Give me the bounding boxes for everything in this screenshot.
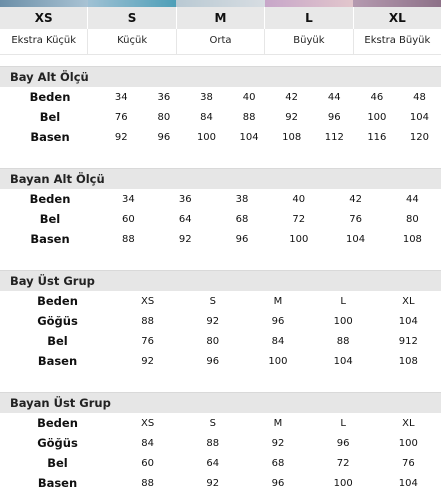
size-name: Küçük bbox=[88, 29, 176, 55]
cell: L bbox=[340, 295, 346, 307]
header-image-segment bbox=[0, 0, 88, 7]
section-title: Bay Üst Grup bbox=[0, 270, 441, 291]
cell: 80 bbox=[206, 335, 220, 347]
size-name: Ekstra Büyük bbox=[354, 29, 441, 55]
cell: 38 bbox=[200, 91, 213, 103]
cell: 42 bbox=[349, 193, 362, 205]
header-image-segment bbox=[176, 0, 264, 7]
cell: 100 bbox=[268, 355, 288, 367]
cell: 76 bbox=[114, 111, 128, 123]
cell: 36 bbox=[178, 193, 192, 205]
cell: 76 bbox=[349, 213, 362, 225]
cell: 88 bbox=[122, 233, 135, 245]
size-code: M bbox=[177, 7, 265, 29]
cell: 92 bbox=[114, 131, 128, 143]
cell: 48 bbox=[413, 91, 426, 103]
table-row bbox=[0, 189, 441, 209]
cell: XS bbox=[140, 295, 155, 307]
table-row bbox=[0, 351, 441, 371]
header-image-strip bbox=[0, 0, 441, 7]
cell: 92 bbox=[285, 111, 299, 123]
table-row bbox=[0, 229, 441, 249]
size-name-row bbox=[0, 29, 441, 55]
cell: 120 bbox=[409, 131, 429, 143]
cell: 96 bbox=[327, 111, 341, 123]
cell: 60 bbox=[141, 457, 154, 469]
cell: 100 bbox=[398, 437, 418, 449]
cell: S bbox=[209, 295, 216, 307]
cell: 34 bbox=[114, 91, 128, 103]
cell: 72 bbox=[336, 457, 350, 469]
cell: 96 bbox=[271, 477, 285, 489]
cell: 104 bbox=[346, 233, 366, 245]
row-label: Beden bbox=[29, 192, 71, 206]
cell: 96 bbox=[336, 437, 350, 449]
section-bayan-ust-grup bbox=[0, 392, 441, 493]
cell: 912 bbox=[398, 335, 418, 347]
section-title: Bay Alt Ölçü bbox=[0, 66, 441, 87]
cell: 96 bbox=[157, 131, 171, 143]
cell: 44 bbox=[327, 91, 341, 103]
cell: 100 bbox=[367, 111, 387, 123]
cell: 104 bbox=[409, 111, 429, 123]
cell: 104 bbox=[239, 131, 259, 143]
cell: 84 bbox=[271, 335, 285, 347]
cell: XL bbox=[402, 295, 415, 307]
header-image-segment bbox=[88, 0, 176, 7]
table-row bbox=[0, 453, 441, 473]
row-label: Bel bbox=[47, 334, 68, 348]
cell: 42 bbox=[285, 91, 299, 103]
cell: 72 bbox=[292, 213, 306, 225]
row-label: Beden bbox=[37, 294, 78, 308]
cell: 104 bbox=[333, 355, 353, 367]
cell: 92 bbox=[141, 355, 154, 367]
size-code: XL bbox=[388, 11, 406, 25]
header-image-segment bbox=[265, 0, 353, 7]
cell: 84 bbox=[200, 111, 213, 123]
cell: 100 bbox=[289, 233, 309, 245]
cell: 104 bbox=[398, 477, 418, 489]
row-label: Basen bbox=[30, 130, 70, 144]
cell: 68 bbox=[235, 213, 249, 225]
cell: 96 bbox=[271, 315, 285, 327]
size-name: Ekstra Küçük bbox=[0, 29, 88, 55]
table-row bbox=[0, 311, 441, 331]
cell: M bbox=[273, 417, 283, 429]
cell: 84 bbox=[141, 437, 154, 449]
cell: 100 bbox=[196, 131, 217, 143]
size-code: S bbox=[88, 7, 176, 29]
cell: 64 bbox=[206, 457, 220, 469]
cell: 88 bbox=[141, 477, 154, 489]
size-code: L bbox=[265, 7, 353, 29]
table-row bbox=[0, 473, 441, 493]
size-name: Orta bbox=[177, 29, 265, 55]
cell: XS bbox=[140, 417, 155, 429]
cell: 46 bbox=[370, 91, 384, 103]
table-row bbox=[0, 413, 441, 433]
cell: M bbox=[273, 295, 283, 307]
cell: 34 bbox=[122, 193, 135, 205]
table-row bbox=[0, 127, 441, 147]
row-label: Basen bbox=[37, 476, 78, 490]
cell: 92 bbox=[178, 233, 192, 245]
table-row bbox=[0, 209, 441, 229]
cell: 108 bbox=[402, 233, 422, 245]
cell: 100 bbox=[333, 315, 353, 327]
header-image-segment bbox=[353, 0, 441, 7]
table-row bbox=[0, 291, 441, 311]
cell: 76 bbox=[401, 457, 415, 469]
cell: 64 bbox=[178, 213, 192, 225]
table-row bbox=[0, 433, 441, 453]
row-label: Beden bbox=[37, 416, 78, 430]
cell: 40 bbox=[242, 91, 256, 103]
cell: 80 bbox=[406, 213, 419, 225]
cell: 92 bbox=[206, 477, 220, 489]
cell: 60 bbox=[122, 213, 135, 225]
section-bay-ust-grup bbox=[0, 270, 441, 371]
cell: 96 bbox=[235, 233, 249, 245]
section-bay-alt-olcu bbox=[0, 66, 441, 147]
cell: 92 bbox=[206, 315, 220, 327]
size-code-header bbox=[0, 7, 441, 29]
section-title: Bayan Üst Grup bbox=[0, 392, 441, 413]
size-code: XS bbox=[0, 7, 88, 29]
cell: 40 bbox=[292, 193, 306, 205]
row-label: Bel bbox=[39, 212, 61, 226]
row-label: Bel bbox=[39, 110, 61, 124]
table-row bbox=[0, 107, 441, 127]
cell: 88 bbox=[336, 335, 350, 347]
cell: 104 bbox=[398, 315, 418, 327]
section-title: Bayan Alt Ölçü bbox=[0, 168, 441, 189]
cell: 88 bbox=[242, 111, 256, 123]
cell: 88 bbox=[141, 315, 154, 327]
cell: 80 bbox=[157, 111, 171, 123]
cell: 100 bbox=[333, 477, 353, 489]
row-label: Göğüs bbox=[37, 314, 78, 328]
cell: 36 bbox=[157, 91, 171, 103]
cell: 44 bbox=[406, 193, 419, 205]
cell: S bbox=[209, 417, 216, 429]
cell: L bbox=[340, 417, 346, 429]
row-label: Basen bbox=[30, 232, 70, 246]
table-row bbox=[0, 87, 441, 107]
cell: 108 bbox=[282, 131, 302, 143]
cell: 96 bbox=[206, 355, 220, 367]
cell: 108 bbox=[398, 355, 418, 367]
cell: 68 bbox=[271, 457, 285, 469]
cell: 92 bbox=[271, 437, 285, 449]
row-label: Göğüs bbox=[37, 436, 78, 450]
cell: 116 bbox=[367, 131, 387, 143]
cell: 88 bbox=[206, 437, 220, 449]
section-bayan-alt-olcu bbox=[0, 168, 441, 249]
cell: 38 bbox=[235, 193, 249, 205]
row-label: Beden bbox=[29, 90, 71, 104]
row-label: Basen bbox=[37, 354, 78, 368]
cell: 76 bbox=[141, 335, 154, 347]
cell: XL bbox=[402, 417, 415, 429]
cell: 112 bbox=[324, 131, 344, 143]
size-name: Büyük bbox=[265, 29, 353, 55]
row-label: Bel bbox=[47, 456, 68, 470]
table-row bbox=[0, 331, 441, 351]
